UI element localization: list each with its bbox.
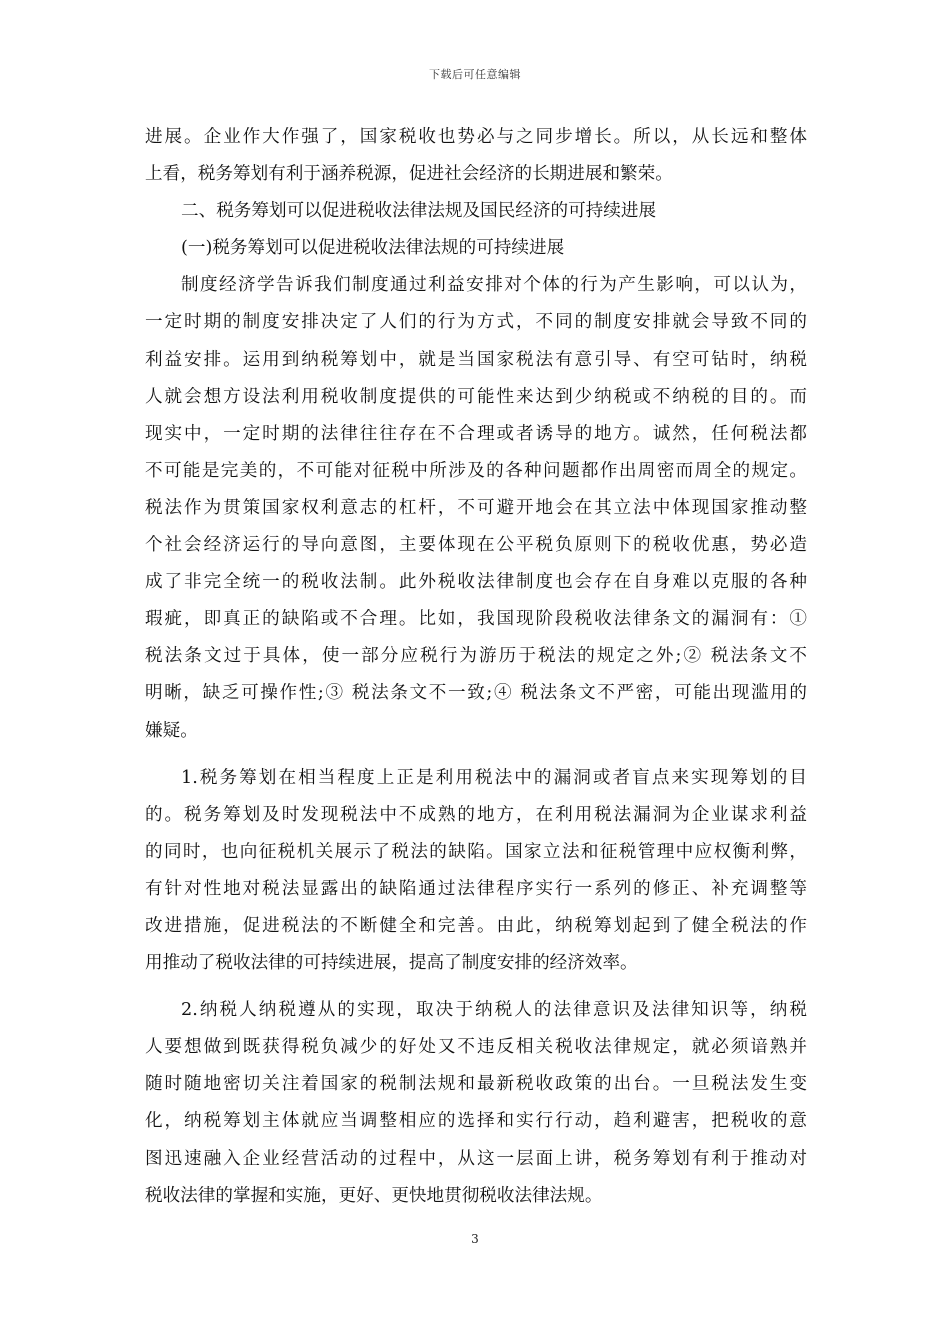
paragraph (145, 992, 807, 1215)
page-number: 3 (471, 1232, 479, 1246)
paragraph (145, 267, 807, 749)
text-line: 人要想做到既获得税负减少的好处又不违反相关税收法律规定，就必须谙熟并 (145, 1037, 807, 1058)
text-line: 制度经济学告诉我们制度通过利益安排对个体的行为产生影响，可以认为， (181, 275, 807, 296)
text-line: 明晰，缺乏可操作性;③ 税法条文不一致;④ 税法条文不严密，可能出现滥用的 (145, 683, 807, 704)
text-line: 成了非完全统一的税收法制。此外税收法律制度也会存在自身难以克服的各种 (145, 572, 807, 593)
text-line: 1.税务筹划在相当程度上正是利用税法中的漏洞或者盲点来实现筹划的目 (181, 767, 807, 788)
paragraph (145, 119, 807, 193)
text-line: 税收法律的掌握和实施，更好、更快地贯彻税收法律法规。 (145, 1185, 603, 1206)
text-line: 人就会想方设法利用税收制度提供的可能性来达到少纳税或不纳税的目的。而 (145, 386, 807, 407)
text-line: 税法作为贯策国家权利意志的杠杆，不可避开地会在其立法中体现国家推动整 (145, 497, 807, 518)
text-line: 瑕疵，即真正的缺陷或不合理。比如，我国现阶段税收法律条文的漏洞有：① (145, 609, 807, 630)
text-line: 随时随地密切关注着国家的税制法规和最新税收政策的出台。一旦税法发生变 (145, 1074, 807, 1095)
paragraph-gap (145, 982, 807, 992)
text-line: (一)税务筹划可以促进税收法律法规的可持续进展 (181, 238, 565, 259)
text-line: 现实中，一定时期的法律往往存在不合理或者诱导的地方。诚然，任何税法都 (145, 423, 807, 444)
text-line: 一定时期的制度安排决定了人们的行为方式，不同的制度安排就会导致不同的 (145, 312, 807, 333)
text-line: 上看，税务筹划有利于涵养税源，促进社会经济的长期进展和繁荣。 (145, 164, 673, 185)
text-line: 图迅速融入企业经营活动的过程中，从这一层面上讲，税务筹划有利于推动对 (145, 1148, 807, 1169)
text-line: 税法条文过于具体，使一部分应税行为游历于税法的规定之外;② 税法条文不 (145, 646, 807, 667)
text-line: 2.纳税人纳税遵从的实现，取决于纳税人的法律意识及法律知识等，纳税 (181, 1000, 807, 1021)
text-line: 的。税务筹划及时发现税法中不成熟的地方，在利用税法漏洞为企业谋求利益 (145, 804, 807, 825)
text-line: 利益安排。运用到纳税筹划中，就是当国家税法有意引导、有空可钻时，纳税 (145, 349, 807, 370)
page-header: 下载后可任意编辑 (429, 68, 521, 81)
paragraph (145, 760, 807, 983)
text-line: 用推动了税收法律的可持续进展，提高了制度安排的经济效率。 (145, 953, 638, 974)
text-line: 个社会经济运行的导向意图，主要体现在公平税负原则下的税收优惠，势必造 (145, 535, 807, 556)
text-line: 改进措施，促进税法的不断健全和完善。由此，纳税筹划起到了健全税法的作 (145, 915, 807, 936)
text-line: 化，纳税筹划主体就应当调整相应的选择和实行行动，趋利避害，把税收的意 (145, 1111, 807, 1132)
paragraph-gap (145, 750, 807, 760)
text-line: 不可能是完美的，不可能对征税中所涉及的各种问题都作出周密而周全的规定。 (145, 460, 807, 481)
text-line: 有针对性地对税法显露出的缺陷通过法律程序实行一系列的修正、补充调整等 (145, 878, 807, 899)
section-heading (145, 193, 807, 230)
subsection-heading (145, 230, 807, 267)
body-text (145, 119, 807, 1215)
text-line: 二、税务筹划可以促进税收法律法规及国民经济的可持续进展 (181, 201, 657, 222)
text-line: 进展。企业作大作强了，国家税收也势必与之同步增长。所以，从长远和整体 (145, 127, 807, 147)
text-line: 嫌疑。 (145, 720, 198, 741)
text-line: 的同时，也向征税机关展示了税法的缺陷。国家立法和征税管理中应权衡利弊， (145, 841, 807, 862)
